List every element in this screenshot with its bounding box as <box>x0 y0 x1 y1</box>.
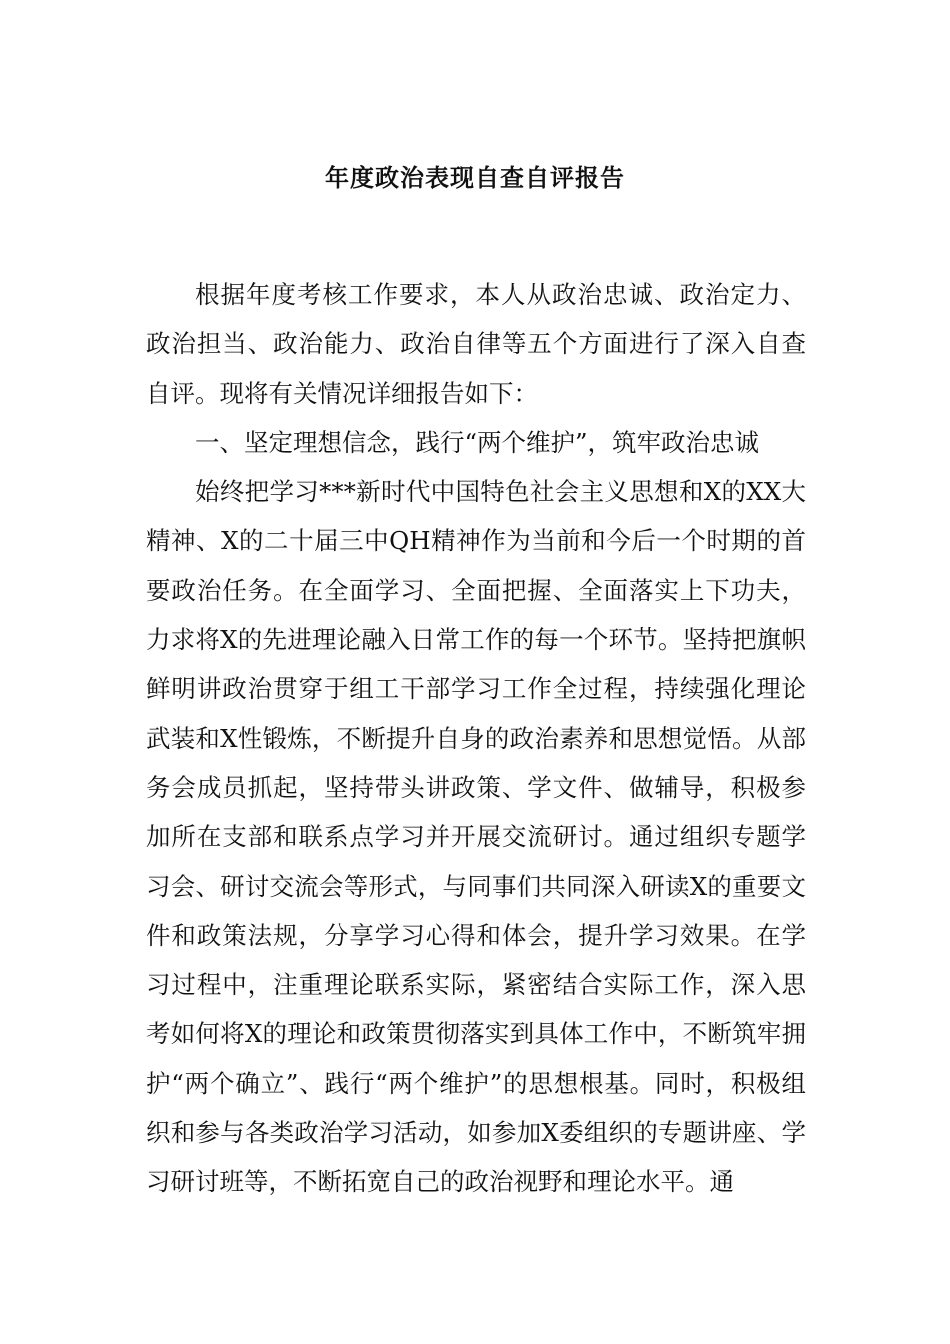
section-heading-1: 一、坚定理想信念，践行“两个维护”，筑牢政治忠诚 <box>195 427 760 457</box>
intro-paragraph: 根据年度考核工作要求，本人从政治忠诚、政治定力、政治担当、政治能力、政治自律等五个方面进行了深入自查自评。现将有关情况详细报告如下： <box>146 280 806 408</box>
document-title: 年度政治表现自查自评报告 <box>325 163 625 192</box>
body-paragraph: 始终把学习***新时代中国特色社会主义思想和X的XX大精神、X的二十届三中QH精神作为当前和今后一个时期的首要政治任务。在全面学习、全面把握、全面落实上下功夫，力求将X的先进理论融入日常工作的每一个环节。坚持把旗帜鲜明讲政治贯穿于组工干部学习工作全过程，持续强化理论武装和X性锻炼，不断提升自身的政治素养和思想觉悟。从部务会成员抓起，坚持带头讲政策、学文件、做辅导，积极参加所在支部和联系点学习并开展交流研讨。通过组织专题学习会、研讨交流会等形式，与同事们共同深入研读X的重要文件和政策法规，分享学习心得和体会，提升学习效果。在学习过程中，注重理论联系实际，紧密结合实际工作，深入思考如何将X的理论和政策贯彻落实到具体工作中，不断筑牢拥护“两个确立”、践行“两个维护”的思想根基。同时，积极组织和参与各类政治学习活动，如参加X委组织的专题讲座、学习研讨班等，不断拓宽自己的政治视野和理论水平。通 <box>146 477 806 1197</box>
document-body <box>146 270 806 1207</box>
